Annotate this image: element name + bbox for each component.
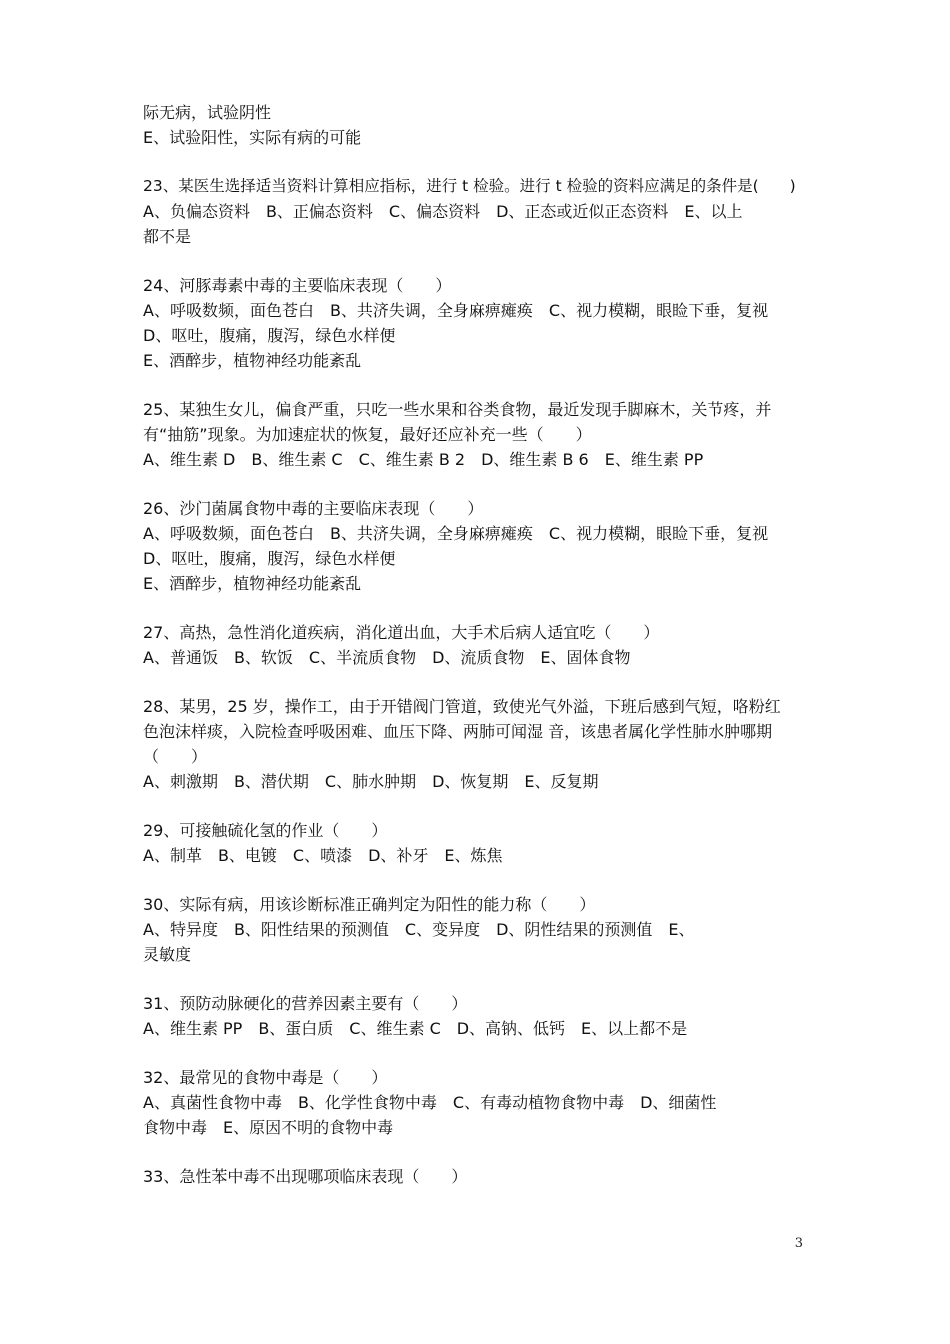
question-options-line: A、特异度 B、阳性结果的预测值 C、变异度 D、阴性结果的预测值 E、 xyxy=(143,920,695,939)
question-stem-line: 有“抽筋”现象。为加速症状的恢复，最好还应补充一些（ ） xyxy=(143,425,592,444)
question-stem-line: 27、高热，急性消化道疾病，消化道出血，大手术后病人适宜吃（ ） xyxy=(143,623,660,642)
question-block xyxy=(143,818,813,868)
question-stem-line: 24、河豚毒素中毒的主要临床表现（ ） xyxy=(143,276,452,295)
question-block xyxy=(143,694,813,794)
question-gap xyxy=(143,868,813,892)
question-options-line: 食物中毒 E、原因不明的食物中毒 xyxy=(143,1118,394,1137)
question-stem-line: 色泡沫样痰，入院检查呼吸困难、血压下降、两肺可闻湿 音，该患者属化学性肺水肿哪期 xyxy=(143,722,773,741)
question-stem-line: 28、某男，25 岁，操作工，由于开错阀门管道，致使光气外溢，下班后感到气短，咯粉红 xyxy=(143,697,781,716)
question-stem-line: 30、实际有病，用该诊断标准正确判定为阳性的能力称（ ） xyxy=(143,895,596,914)
question-gap xyxy=(143,670,813,694)
page-number xyxy=(0,1236,950,1251)
question-gap xyxy=(143,1140,813,1164)
question-stem-line: 29、可接触硫化氢的作业（ ） xyxy=(143,821,388,840)
question-options-line: A、呼吸数频，面色苍白 B、共济失调，全身麻痹瘫痪 C、视力模糊，眼睑下垂，复视 xyxy=(143,524,769,543)
question-block xyxy=(143,1164,813,1189)
question-gap xyxy=(143,472,813,496)
question-stem-line: 32、最常见的食物中毒是（ ） xyxy=(143,1068,388,1087)
question-stem-line: 26、沙门菌属食物中毒的主要临床表现（ ） xyxy=(143,499,484,518)
question-block xyxy=(143,273,813,373)
question-block xyxy=(143,397,813,472)
question-stem-line: （ ） xyxy=(143,747,208,766)
question-block xyxy=(143,496,813,596)
question-block xyxy=(143,620,813,670)
question-gap xyxy=(143,794,813,818)
document-body xyxy=(143,100,813,1189)
question-options-line: A、呼吸数频，面色苍白 B、共济失调，全身麻痹瘫痪 C、视力模糊，眼睑下垂，复视 xyxy=(143,301,769,320)
question-stem-line: 31、预防动脉硬化的营养因素主要有（ ） xyxy=(143,994,468,1013)
prior-question-tail: 际无病，试验阴性 xyxy=(143,103,272,122)
question-gap xyxy=(143,967,813,991)
question-gap xyxy=(143,249,813,273)
question-stem-line: 33、急性苯中毒不出现哪项临床表现（ ） xyxy=(143,1167,468,1186)
question-gap xyxy=(143,373,813,397)
question-options-line: A、刺激期 B、潜伏期 C、肺水肿期 D、恢复期 E、反复期 xyxy=(143,772,599,791)
question-options-line: 都不是 xyxy=(143,227,192,246)
question-options-line: A、真菌性食物中毒 B、化学性食物中毒 C、有毒动植物食物中毒 D、细菌性 xyxy=(143,1093,717,1112)
question-options-line: E、酒醉步，植物神经功能紊乱 xyxy=(143,351,362,370)
question-options-line: 灵敏度 xyxy=(143,945,192,964)
question-options-line: D、呕吐，腹痛，腹泻，绿色水样便 xyxy=(143,549,396,568)
question-gap xyxy=(143,1041,813,1065)
question-options-line: A、维生素 PP B、蛋白质 C、维生素 C D、高钠、低钙 E、以上都不是 xyxy=(143,1019,688,1038)
question-block xyxy=(143,174,813,249)
question-block xyxy=(143,1065,813,1140)
question-gap xyxy=(143,596,813,620)
question-options-line: A、制革 B、电镀 C、喷漆 D、补牙 E、炼焦 xyxy=(143,846,503,865)
question-options-line: A、维生素 D B、维生素 C C、维生素 B 2 D、维生素 B 6 E、维生素 PP xyxy=(143,450,704,469)
question-block xyxy=(143,892,813,967)
question-stem-line: 25、某独生女儿，偏食严重，只吃一些水果和谷类食物，最近发现手脚麻木，关节疼，并 xyxy=(143,400,772,419)
page-number-text: 3 xyxy=(794,1236,803,1251)
question-gap xyxy=(143,150,813,174)
question-options-line: A、负偏态资料 B、正偏态资料 C、偏态资料 D、正态或近似正态资料 E、以上 xyxy=(143,202,743,221)
question-options-line: E、酒醉步，植物神经功能紊乱 xyxy=(143,574,362,593)
question-options-line: A、普通饭 B、软饭 C、半流质食物 D、流质食物 E、固体食物 xyxy=(143,648,631,667)
prior-question-option-e: E、试验阳性，实际有病的可能 xyxy=(143,128,362,147)
question-options-line: D、呕吐，腹痛，腹泻，绿色水样便 xyxy=(143,326,396,345)
question-stem-line: 23、某医生选择适当资料计算相应指标，进行 t 检验。进行 t 检验的资料应满足的条件是( ) xyxy=(143,177,796,195)
question-block xyxy=(143,991,813,1041)
